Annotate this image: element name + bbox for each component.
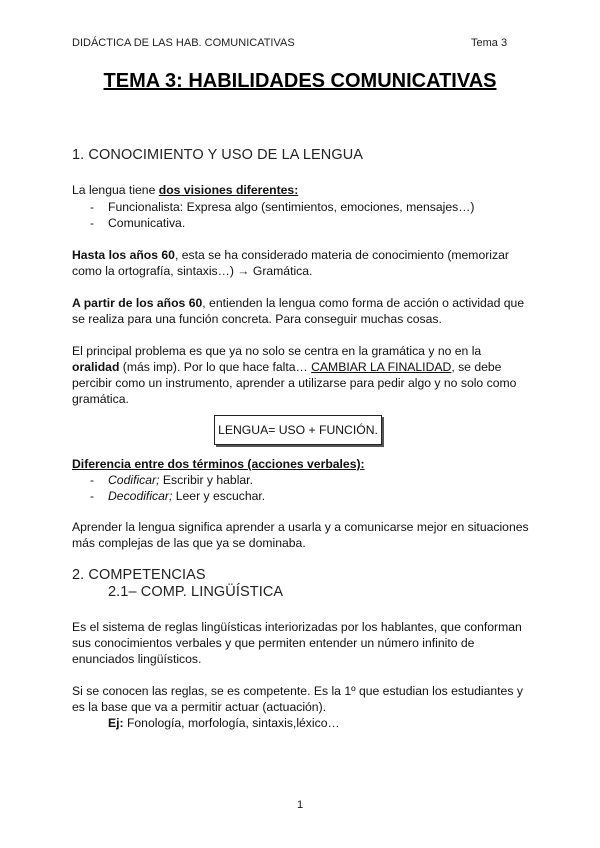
section-2-heading: 2. COMPETENCIAS xyxy=(72,567,206,583)
paragraph-2-line-2: como la ortografía, sintaxis…) → Gramática. xyxy=(72,264,313,278)
page-title: TEMA 3: HABILIDADES COMUNICATIVAS xyxy=(103,70,497,92)
paragraph-2-line-1 xyxy=(72,248,509,263)
intro-paragraph xyxy=(72,183,298,198)
s2-paragraph-2-line-1: Si se conocen las reglas, se es competente. Es la 1º que estudian los estudiantes y xyxy=(72,684,523,698)
diff-term: Codificar; xyxy=(108,473,160,487)
p4-underline: CAMBIAR LA FINALIDAD xyxy=(311,360,452,374)
bullet-marker: - xyxy=(90,473,95,487)
p2-bold: Hasta los años 60 xyxy=(72,248,175,262)
paragraph-3-line-1 xyxy=(72,296,524,311)
difference-heading: Diferencia entre dos términos (acciones verbales): xyxy=(72,457,365,471)
bullet-marker: - xyxy=(90,216,95,230)
diff-desc: Leer y escuchar. xyxy=(172,489,266,503)
p4-text-a: (más imp). Por lo que hace falta… xyxy=(119,360,312,374)
diff-desc: Escribir y hablar. xyxy=(159,473,253,487)
p3-bold: A partir de los años 60 xyxy=(72,296,203,310)
running-header-right: Tema 3 xyxy=(471,37,508,49)
paragraph-3-line-2: se realiza para una función concreta. Para conseguir muchas cosas. xyxy=(72,312,442,326)
intro-bold: dos visiones diferentes: xyxy=(158,183,299,197)
formula-box: LENGUA= USO + FUNCIÓN. xyxy=(214,415,382,445)
bullet-marker: - xyxy=(90,200,95,214)
paragraph-4-line-3: percibir como un instrumento, aprender a utilizarse para pedir algo y no solo como xyxy=(72,376,517,390)
diff-term: Decodificar; xyxy=(108,489,173,503)
example-text: Fonología, morfología, sintaxis,léxico… xyxy=(123,716,340,730)
diff-item xyxy=(108,489,265,504)
paragraph-5-line-1: Aprender la lengua significa aprender a usarla y a comunicarse mejor en situaciones xyxy=(72,520,529,534)
running-header-left: DIDÁCTICA DE LAS HAB. COMUNICATIVAS xyxy=(72,37,295,49)
s2-paragraph-1-line-3: enunciados lingüísticos. xyxy=(72,652,202,666)
paragraph-4-line-1: El principal problema es que ya no solo se centra en la gramática y no en la xyxy=(72,344,482,358)
bullet-item: Comunicativa. xyxy=(108,216,186,230)
paragraph-4-line-4: gramática. xyxy=(72,392,129,406)
example-line xyxy=(108,716,340,731)
p3-text: , entienden la lengua como forma de acción o actividad que xyxy=(202,296,525,310)
s2-paragraph-1-line-1: Es el sistema de reglas lingüísticas interiorizadas por los hablantes, que conforman xyxy=(72,620,522,634)
paragraph-5-line-2: más complejas de las que ya se dominaba. xyxy=(72,536,306,550)
p2-text: , esta se ha considerado materia de conocimiento (memorizar xyxy=(174,248,509,262)
s2-paragraph-1-line-2: sus conocimientos verbales y que permiten entender un número infinito de xyxy=(72,636,475,650)
page-number: 1 xyxy=(296,799,304,811)
p4-bold: oralidad xyxy=(72,360,120,374)
diff-item xyxy=(108,473,253,488)
p4-text-b: , se debe xyxy=(451,360,502,374)
intro-prefix: La lengua tiene xyxy=(72,183,159,197)
s2-paragraph-2-line-2: es la base que va a permitir actuar (actuación). xyxy=(72,700,327,714)
bullet-marker: - xyxy=(90,489,95,503)
section-2-1-heading: 2.1– COMP. LINGÜÍSTICA xyxy=(108,584,284,600)
bullet-item: Funcionalista: Expresa algo (sentimientos, emociones, mensajes…) xyxy=(108,200,475,214)
example-label: Ej: xyxy=(108,716,124,730)
section-1-heading: 1. CONOCIMIENTO Y USO DE LA LENGUA xyxy=(72,147,364,163)
paragraph-4-line-2 xyxy=(72,360,501,375)
